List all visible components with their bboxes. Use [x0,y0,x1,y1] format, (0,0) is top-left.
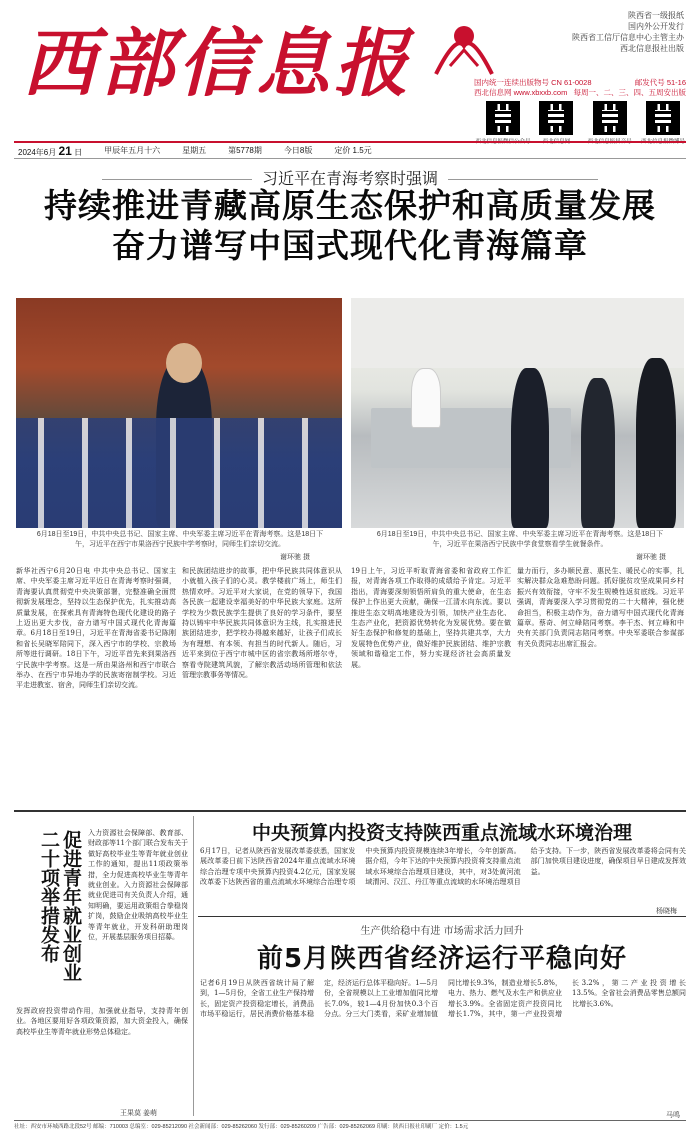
econ-kicker: 生产供给稳中有进 市场需求活力回升 [360,926,524,937]
masthead-info [494,10,684,54]
headline-line-2: 奋力谱写中国式现代化青海篇章 [112,226,588,265]
page-count: 今日8版 [283,146,313,155]
column-divider [193,816,194,1116]
photo1-caption: 6月18日至19日，中共中央总书记、国家主席、中央军委主席习近平在青海考察。这是18日下午，习近平在西宁市果洛西宁民族中学考察时，同师生们亲切交流。 [36,531,324,548]
post-code: 邮发代号 51-16 [634,78,686,87]
photo1-credit: 谢环驰 摄 [280,554,310,561]
photo2-caption: 6月18日至19日，中共中央总书记、国家主席、中央军委主席习近平在青海考察。这是18日下午，习近平在果洛西宁民族中学食堂察看学生就餐条件。 [376,531,664,548]
dateline [14,141,686,159]
lead-body-col-2: 和民族团结进步的故事，把中华民族共同体意识从小就植入孩子们的心灵。教学楼前广场上，师生们热情欢呼。习近平对大家说，在党的领导下，我国各民族一起建设幸福美好的中华民族大家庭。这所学校为少数民族学生提供了良好的学习条件，要坚持以铸牢中华民族共同体意识为主线，扎实推进民族团结进步，把学校办得越来越好，让孩子们成长为有理想、有本领、有担当的时代新人。随后，习近平来到位于西宁市城中区的省宗教场所塔尔寺，察看寺院建筑风貌，了解宗教活动场所管理和依法管理宗教事务等情况。 [182,567,342,680]
info-line: 陕西省一级报纸 [628,11,684,20]
issue-number: 第5778期 [228,146,262,155]
info-line: 西北信息报社出版 [620,44,684,53]
footer: 社址：西安市环城西路北段52号 邮编：710003 总编室：029-85212090 社会新闻部：029-85262060 发行部：029-85260209 广告部：029-85262069 印刷：陕西日报社印刷厂 定价：1.5元 [14,1120,686,1132]
qr-label: 西北信息报微信公众号 [475,139,531,145]
qr-code-icon [593,101,627,135]
investment-credit: 杨晓梅 [656,908,677,915]
date-suffix: 日 [74,147,83,157]
econ-headline[interactable]: 前5月陕西省经济运行平稳向好 [256,944,628,974]
info-line: 陕西省工信厅信息中心主管主办 [572,33,684,42]
lead-body-col-1: 新华社西宁6月20日电 中共中央总书记、国家主席、中央军委主席习近平近日在青海考察时强调，青海要认真贯彻党中央决策部署，完整准确全面贯彻新发展理念，坚持以生态保护优先，扎实推动高质量发展，在探索具有青海特色现代化建设的路子上迈出更大步伐，奋力谱写中国式现代化青海篇章。6月18日至19日，习近平在青海省委书记陈刚和省长吴晓军陪同下，深入西宁市的学校、宗教场所等进行调研。18日下午，习近平首先来到果洛西宁民族中学考察。这是一所由果洛州和西宁市联合举办、在西宁市异地办学的民族寄宿制学校。习近平走进教室、宿舍，同师生们亲切交流。 [16,567,176,690]
section-divider [14,810,686,812]
masthead [14,6,686,145]
headline-line-1: 持续推进青藏高原生态保护和高质量发展 [44,186,656,225]
newspaper-logo: 西部信息报 [22,21,412,107]
speaker-head [166,343,202,383]
students-group [16,418,342,528]
website-link[interactable]: 西北信息网 www.xbxxb.com [474,88,568,97]
visitor-figure [511,368,549,528]
youth-employment-headline[interactable]: 促进青年就业创业 二十项举措发布 [38,830,82,982]
publication-codes [474,78,686,98]
date-day: 21 [58,143,72,158]
lead-photo-school[interactable] [16,298,342,528]
official-figure [636,358,676,528]
info-line: 国内外公开发行 [628,22,684,31]
lead-kicker: 习近平在青海考察时强调 [0,166,700,189]
qr-label: 西北信息报抖音号 [587,139,632,145]
lead-headline[interactable] [0,186,700,266]
story-divider [198,916,686,917]
investment-body: 6月17日，记者从陕西省发展改革委获悉，国家发展改革委日前下达陕西省2024年重点流域水环境综合治理专项中央预算内投资4.2亿元，国家发展改革委下达陕西省的重点流域水环境综合治理专项中央预算内投资规模连续3年增长，今年创新高。据介绍，今年下达的中央预算内投资将支持重点流域水环境综合治理项目建设，其中，对3处黄河流域渭河、汉江、丹江等重点流域的水环境治理项目给予支持。下一步，陕西省发展改革委将会同有关部门加快项目建设进度，确保项目早日建成发挥效益。 [200,847,686,887]
youth-credit: 王果莫 姜萌 [120,1110,157,1117]
econ-credit: 马鸣 [666,1112,680,1119]
youth-body-1: 入力资源社会保障部、教育部、财政部等11个部门联合发布关于做好高校毕业生等青年就业创业工作的通知，提出11项政策举措，全力促进高校毕业生等青年就业创业。入力资源社会保障部就业促进司有关负责人介绍，通知明确，要运用政策组合拳稳岗扩岗，鼓励企业吸纳高校毕业生等青年就业，开发科研助理岗位，开展基层服务项目招募。 [88,829,188,942]
lead-body-col-3: 19日上午，习近平听取青海省委和省政府工作汇报，对青海各项工作取得的成绩给予肯定。习近平指出，青海要深刻领悟所肩负的重大使命，在生态保护上作出更大贡献，确保一江清水向东流。要以推进生态文明高地建设为引领，加快产业生态化、生态产业化，把资源优势转化为发展优势。要在做好生态保护和修复的基础上，坚持共建共享，大力发展特色优势产业，做好维护民族团结、维护宗教领域和谐稳定工作，努力实现经济社会高质量发展。 [351,567,511,669]
emblem-icon [426,14,502,84]
issn-code: 国内统一连续出版物号 CN 61-0028 [474,78,592,87]
investment-headline[interactable]: 中央预算内投资支持陕西重点流域水环境治理 [251,822,632,844]
econ-body: 记者6月19日从陕西省统计局了解到，1—5月份，全省工业生产保持增长，固定资产投资稳定增长，消费品市场平稳运行，居民消费价格基本稳定，经济运行总体平稳向好。1—5月份，全省规模以上工业增加值同比增长7.0%，较1—4月份加快0.3个百分点。分三大门类看，采矿业增加值同比增长9.3%，制造业增长5.8%，电力、热力、燃气及水生产和供应业增长3.9%。全省固定资产投资同比增长1.7%，其中，第一产业投资增长3.2%，第二产业投资增长13.5%。全省社会消费品零售总额同比增长3.6%。 [200,979,686,1019]
lead-photo-canteen[interactable] [351,298,684,528]
weekday: 星期五 [182,146,207,155]
youth-body-2: 发挥政府投资带动作用，加强就业指导，支持青年创业。各地区要用好各项政策资源，加大资金投入，确保高校毕业生等青年就业形势总体稳定。 [16,1007,188,1036]
qr-code-icon [646,101,680,135]
qr-label: 西北信息报微博号 [640,139,685,145]
qr-code-icon [539,101,573,135]
staff-figure [411,368,441,428]
official-figure [581,378,615,528]
photo2-credit: 谢环驰 摄 [636,554,666,561]
qr-code-icon [486,101,520,135]
publication-days: 每周一、二、三、四、五周安出版 [573,88,686,97]
lunar-date: 甲辰年五月十六 [104,146,161,155]
ceiling [351,298,684,368]
price: 定价 1.5元 [334,146,372,155]
qr-label: 西北信息网 [542,139,571,145]
date-month: 2024年6月 [18,147,57,157]
date [18,144,82,158]
lead-body-col-4: 量力而行，多办顺民意、惠民生、暖民心的实事，扎实解决群众急难愁盼问题。抓好脱贫攻坚成果同乡村振兴有效衔接，守牢不发生规模性返贫底线。习近平强调，青海要深入学习贯彻党的二十大精神，强化使命担当，积极主动作为，奋力谱写中国式现代化青海篇章。蔡奇、何立峰陪同考察。李干杰、何立峰和中央有关部门负责同志陪同考察。中央军委联合参谋部有关负责同志出席汇报会。 [517,567,684,648]
